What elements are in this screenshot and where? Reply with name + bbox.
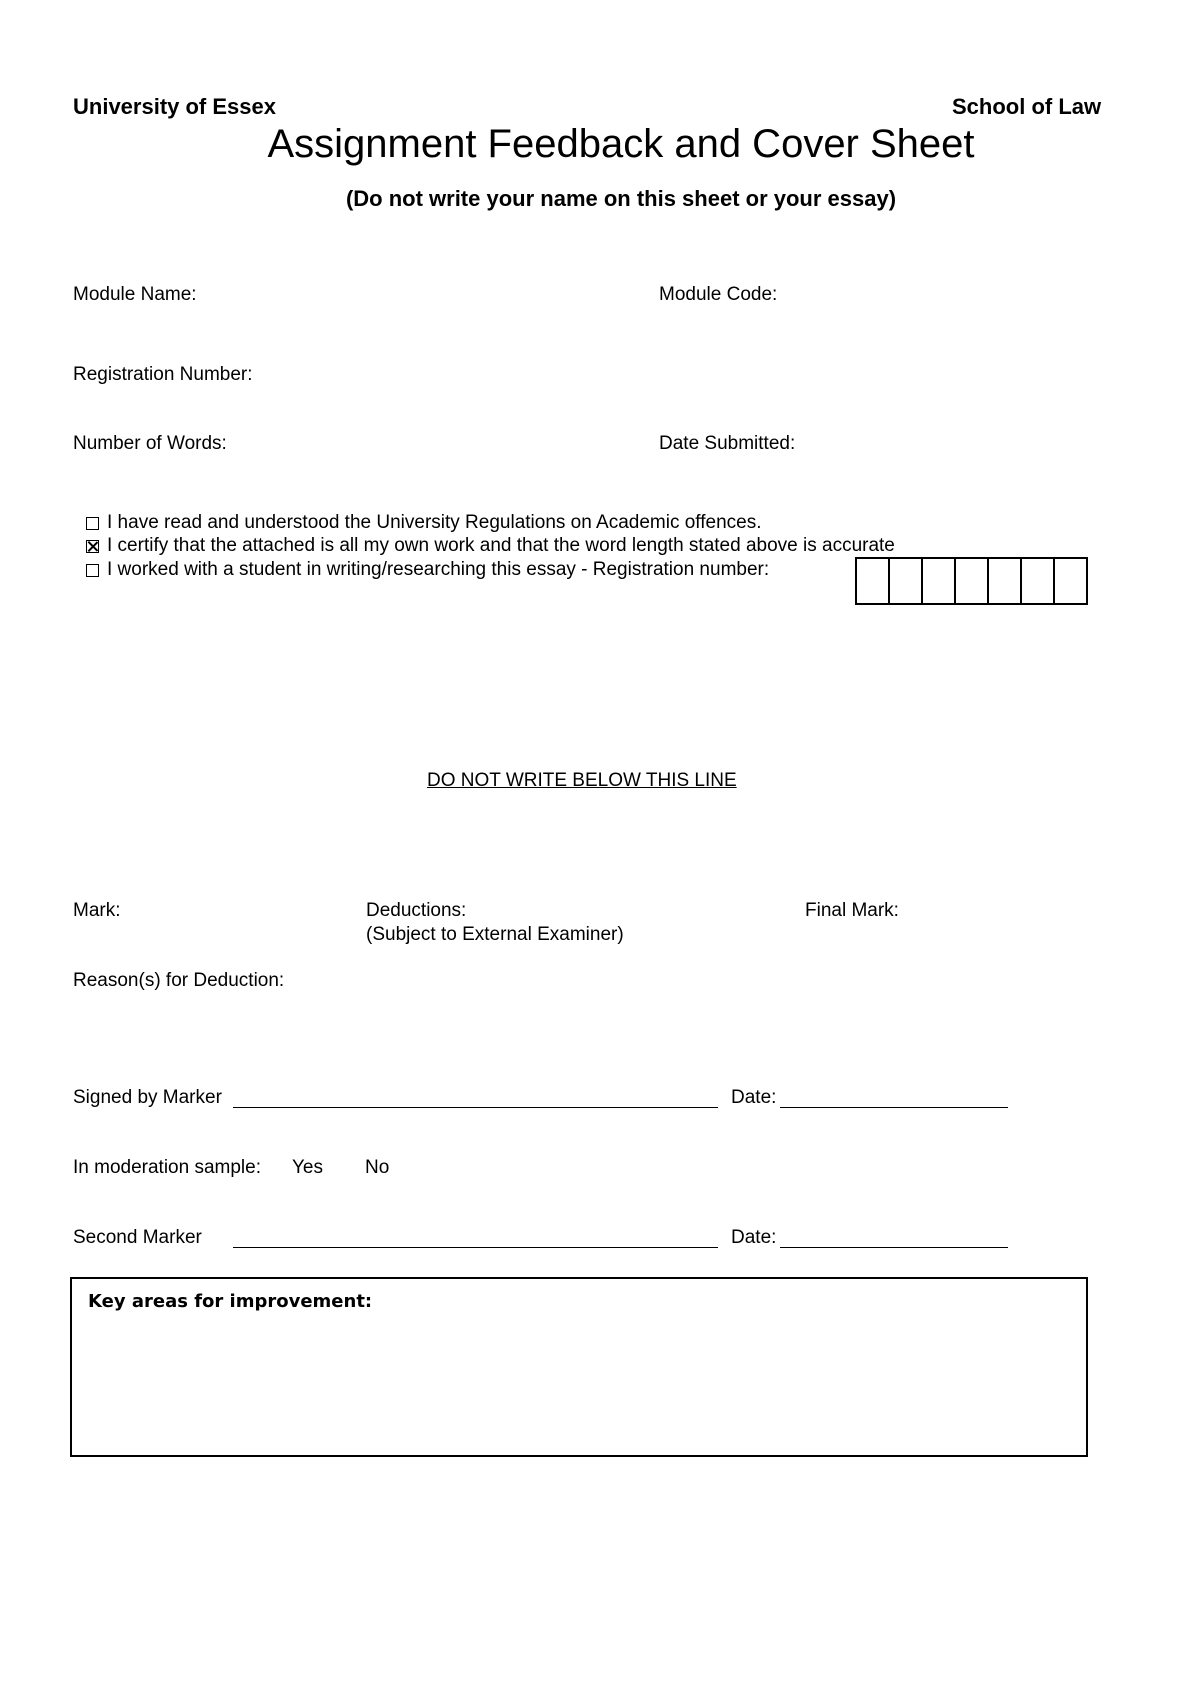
marker-date-line[interactable] (780, 1107, 1008, 1108)
moderation-no[interactable]: No (365, 1157, 390, 1178)
moderation-label: In moderation sample: (73, 1157, 261, 1178)
mark-label: Mark: (73, 900, 121, 921)
reg-digit-box[interactable] (956, 559, 989, 603)
improvement-title: Key areas for improvement: (88, 1291, 373, 1312)
declaration-text: I worked with a student in writing/researching this essay - Registration number: (107, 559, 770, 580)
reg-digit-box[interactable] (857, 559, 890, 603)
checked-checkbox-icon[interactable] (86, 540, 99, 553)
declaration-text: I certify that the attached is all my own work and that the word length stated above is accurate (107, 535, 895, 556)
page-subtitle: (Do not write your name on this sheet or your essay) (345, 186, 897, 211)
second-marker-signature-line[interactable] (233, 1247, 718, 1248)
reg-digit-box[interactable] (890, 559, 923, 603)
deductions-note: (Subject to External Examiner) (366, 924, 624, 945)
signed-by-marker-label: Signed by Marker (73, 1087, 222, 1108)
marker-signature-line[interactable] (233, 1107, 718, 1108)
final-mark-label: Final Mark: (805, 900, 899, 921)
number-of-words-label: Number of Words: (73, 433, 227, 454)
second-marker-date-label: Date: (731, 1227, 777, 1248)
reg-digit-box[interactable] (989, 559, 1022, 603)
university-name: University of Essex (73, 94, 276, 119)
second-marker-label: Second Marker (73, 1227, 202, 1248)
second-marker-date-line[interactable] (780, 1247, 1008, 1248)
declaration-worked-with-student[interactable] (86, 559, 769, 581)
improvement-box[interactable] (70, 1277, 1088, 1457)
reg-digit-box[interactable] (1055, 559, 1086, 603)
declaration-text: I have read and understood the University Regulations on Academic offences. (107, 512, 762, 533)
deductions-label: Deductions: (366, 900, 467, 921)
date-submitted-label: Date Submitted: (659, 433, 796, 454)
school-name: School of Law (952, 94, 1102, 119)
page-title: Assignment Feedback and Cover Sheet (267, 122, 975, 166)
reg-digit-box[interactable] (923, 559, 956, 603)
checkbox-icon[interactable] (86, 517, 99, 530)
registration-number-boxes[interactable] (855, 557, 1088, 605)
do-not-write-divider: DO NOT WRITE BELOW THIS LINE (427, 770, 737, 791)
declaration-regulations[interactable] (86, 512, 762, 534)
checkbox-icon[interactable] (86, 564, 99, 577)
reasons-label: Reason(s) for Deduction: (73, 970, 285, 991)
marker-date-label: Date: (731, 1087, 777, 1108)
registration-number-label: Registration Number: (73, 364, 253, 385)
reg-digit-box[interactable] (1022, 559, 1055, 603)
moderation-yes[interactable]: Yes (292, 1157, 323, 1178)
declaration-own-work[interactable] (86, 535, 895, 557)
module-code-label: Module Code: (659, 284, 778, 305)
module-name-label: Module Name: (73, 284, 197, 305)
